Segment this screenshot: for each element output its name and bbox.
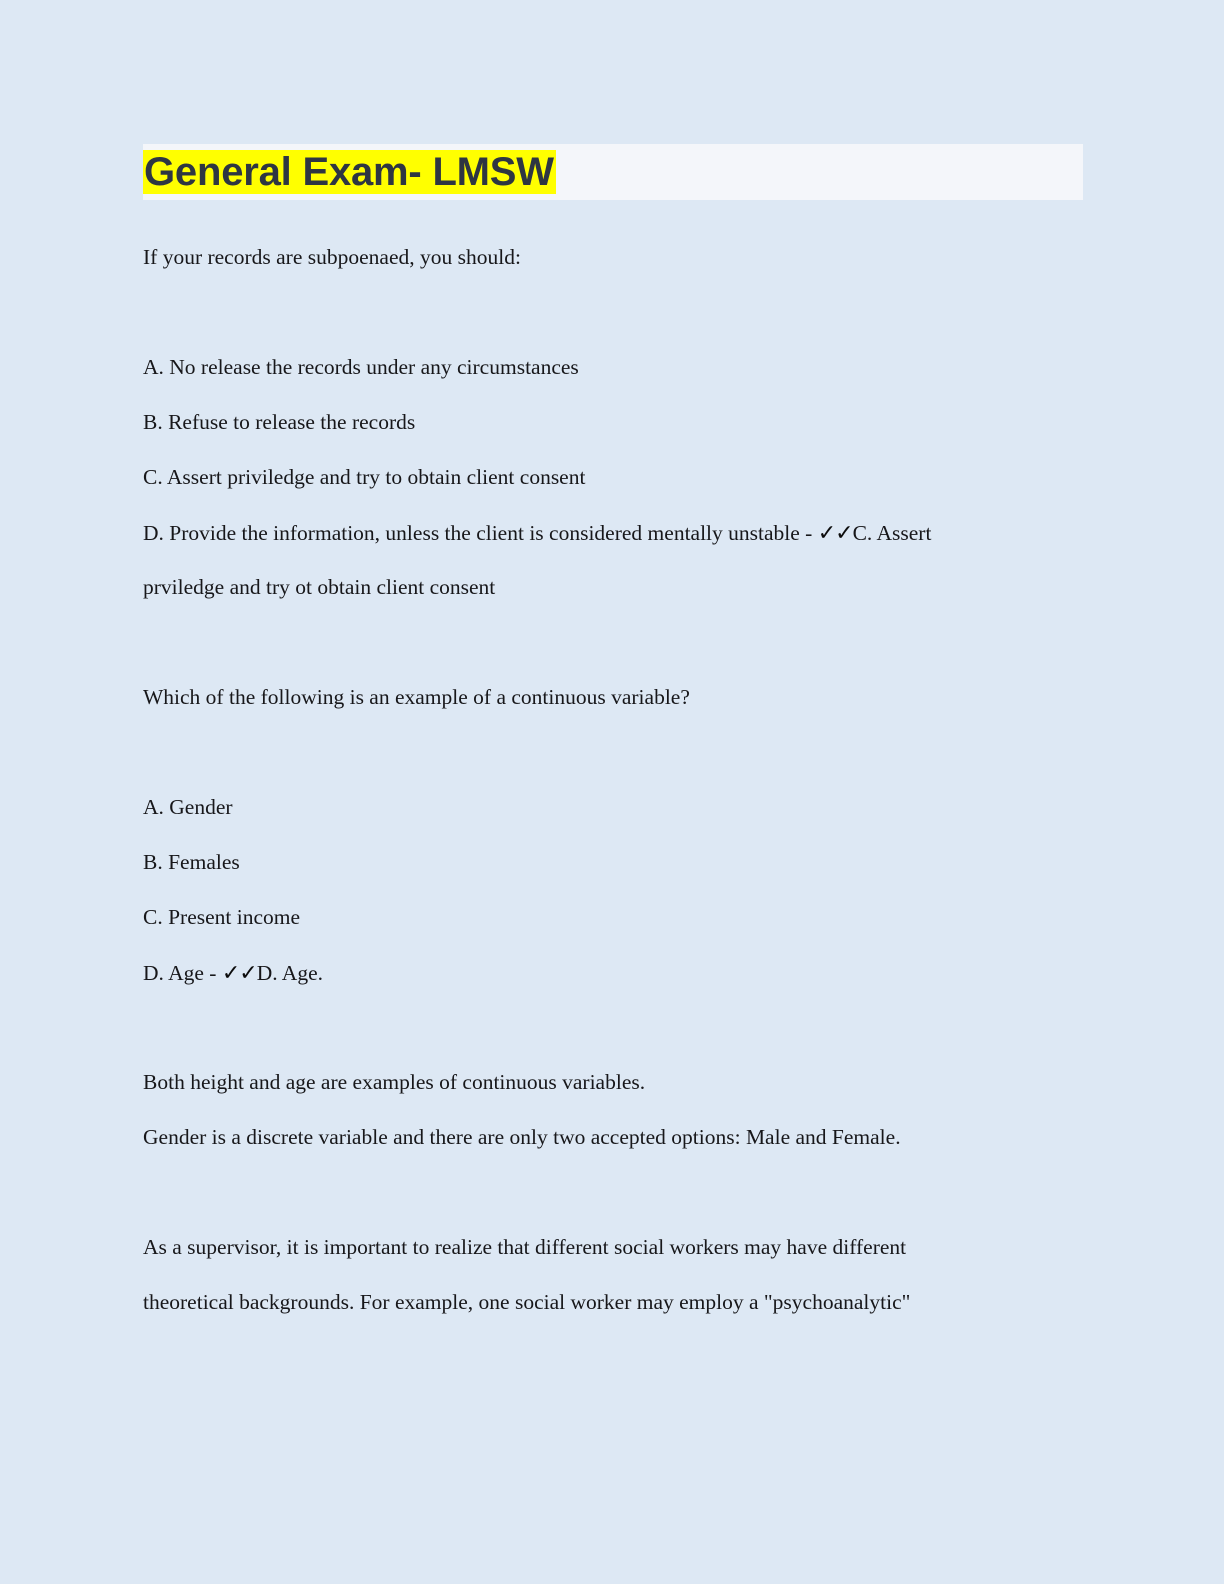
explanation-line-1: Both height and age are examples of continuous variables.	[143, 1070, 646, 1094]
question-2-option-c: C. Present income	[143, 905, 301, 929]
question-1-option-d-text: D. Provide the information, unless the client is considered mentally unstable -	[143, 521, 818, 545]
question-2-option-d-answer	[143, 945, 1103, 1000]
question-1-answer-line2: prviledge and try ot obtain client consent	[143, 575, 496, 599]
document-body	[143, 230, 1103, 1330]
question-1-option-d-answer	[143, 505, 1103, 560]
spacer	[143, 615, 1103, 670]
spacer	[143, 725, 1103, 780]
explanation-line-2: Gender is a discrete variable and there are only two accepted options: Male and Female.	[143, 1125, 901, 1149]
question-1-prompt: If your records are subpoenaed, you should:	[143, 245, 521, 269]
spacer	[143, 1165, 1103, 1220]
spacer	[143, 285, 1103, 340]
question-1-option-c: C. Assert priviledge and try to obtain client consent	[143, 465, 586, 489]
page-title-highlight: General Exam- LMSW	[144, 150, 554, 194]
question-2-option-d-text: D. Age -	[143, 961, 222, 985]
question-1-option-a: A. No release the records under any circumstances	[143, 355, 579, 379]
checkmark-icon: ✓✓	[817, 520, 853, 545]
question-2-prompt: Which of the following is an example of a continuous variable?	[143, 685, 690, 709]
spacer	[143, 1000, 1103, 1055]
question-1-answer-line1: C. Assert	[852, 521, 932, 545]
question-2-answer-line1: D. Age.	[256, 961, 323, 985]
closing-paragraph-line-2: theoretical backgrounds. For example, one social worker may employ a "psychoanalytic"	[143, 1290, 911, 1314]
question-2-option-b: B. Females	[143, 850, 240, 874]
question-2-option-a: A. Gender	[143, 795, 233, 819]
closing-paragraph-line-1: As a supervisor, it is important to realize that different social workers may have different	[143, 1235, 907, 1259]
page-title	[143, 144, 556, 200]
question-1-option-b: B. Refuse to release the records	[143, 410, 416, 434]
checkmark-icon: ✓✓	[221, 960, 257, 985]
